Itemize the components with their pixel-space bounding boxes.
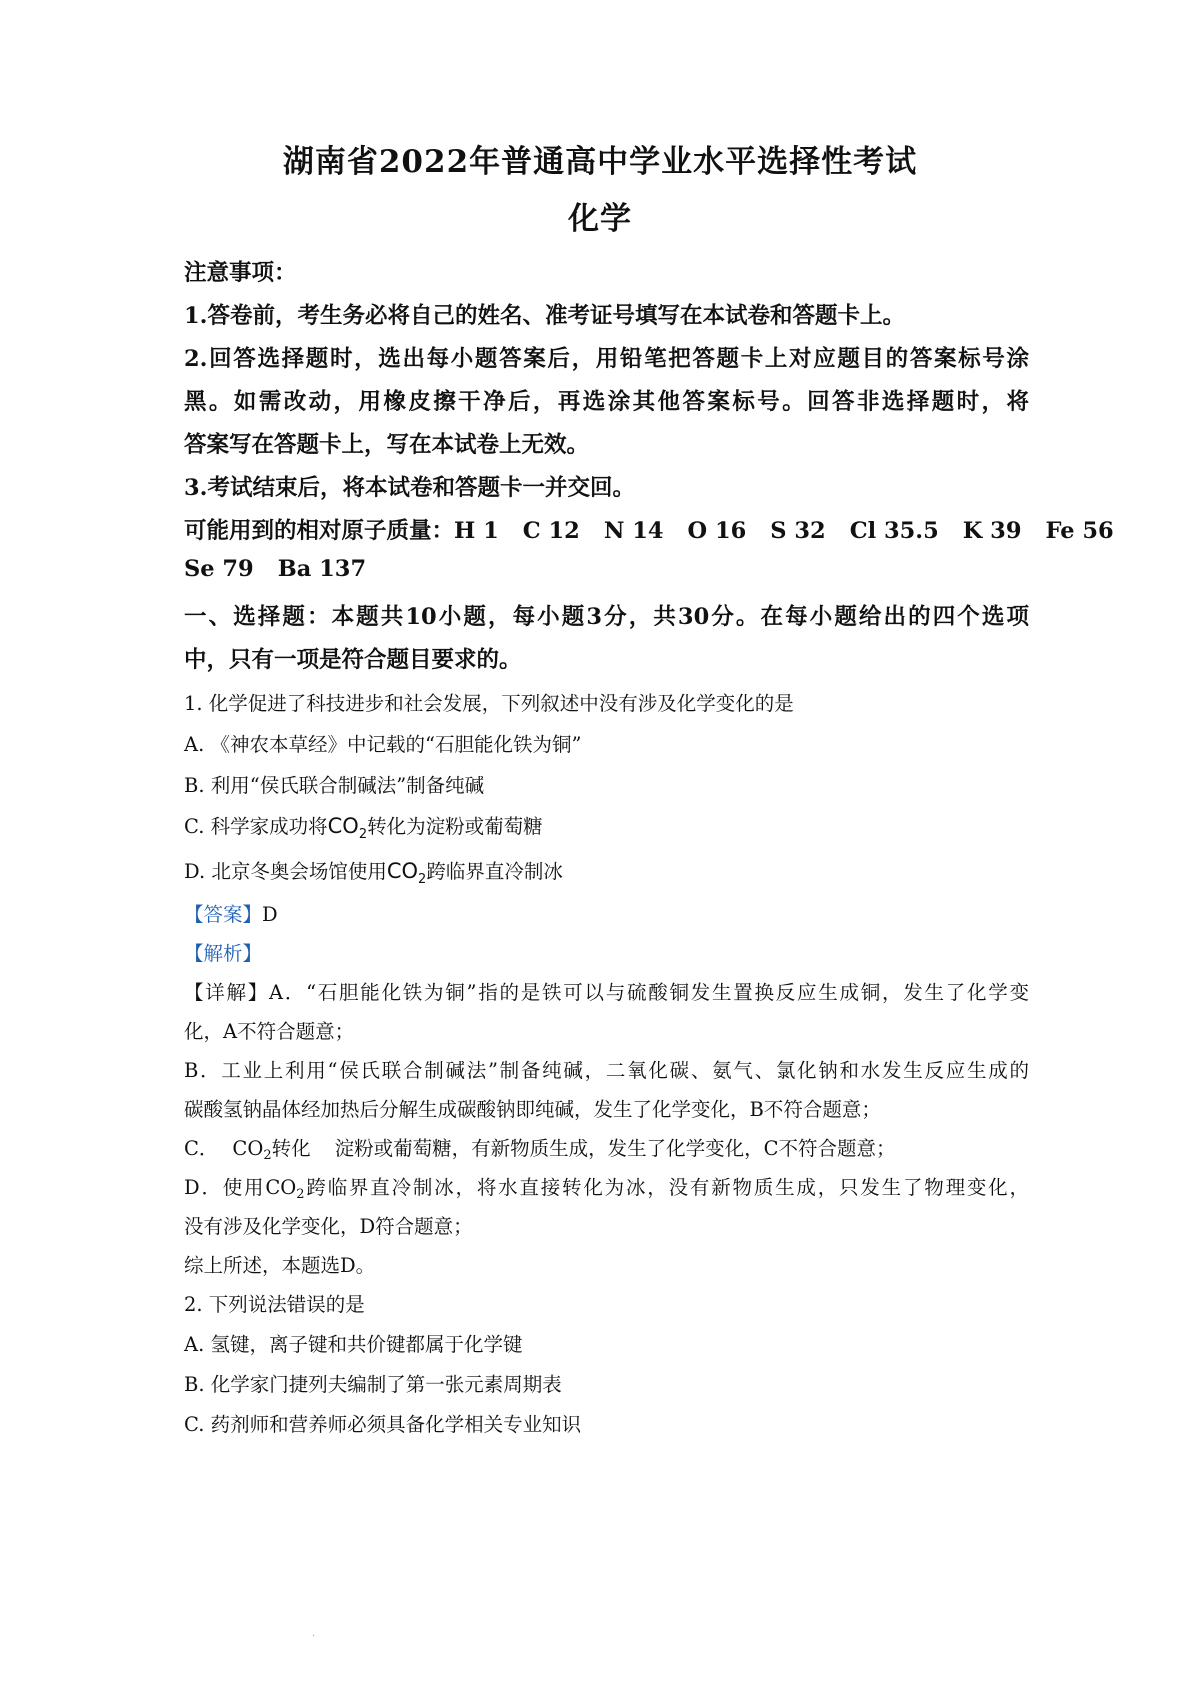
- question-2-option-b: B. 化学家门捷列夫编制了第一张元素周期表: [184, 1373, 562, 1396]
- notice-item-2-line-2: 黑。如需改动，用橡皮擦干净后，再选涂其他答案标号。回答非选择题时，将: [184, 389, 1029, 415]
- question-1-option-a: A. 《神农本草经》中记载的“石胆能化铁为铜”: [184, 733, 582, 756]
- question-1-option-d: D. 北京冬奥会场馆使用$CO_2$跨临界直冷制冰: [184, 859, 563, 887]
- co2-formula: $CO_2$: [386, 859, 427, 887]
- co2-formula: $CO_2$: [327, 814, 368, 842]
- detail-c: C． $CO_2$转化 淀粉或葡萄糖，有新物质生成，发生了化学变化，C不符合题意；: [184, 1137, 896, 1163]
- notice-item-2-line-1: 2.回答选择题时，选出每小题答案后，用铅笔把答题卡上对应题目的答案标号涂: [184, 346, 1029, 372]
- section-1-heading-line-2: 中，只有一项是符合题目要求的。: [184, 647, 522, 673]
- atomic-masses-line-2: [184, 556, 1029, 582]
- question-2-stem: 2. 下列说法错误的是: [184, 1293, 365, 1316]
- atomic-mass: H 1: [454, 518, 499, 544]
- question-2-option-c: C. 药剂师和营养师必须具备化学相关专业知识: [184, 1413, 582, 1436]
- question-1-stem: 1. 化学促进了科技进步和社会发展，下列叙述中没有涉及化学变化的是: [184, 692, 794, 715]
- atomic-mass: C 12: [522, 518, 580, 544]
- detail-a-line-2: 化，A不符合题意；: [184, 1020, 355, 1043]
- detail-b-line-2: 碳酸氢钠晶体经加热后分解生成碳酸钠即纯碱，发生了化学变化，B不符合题意；: [184, 1098, 881, 1121]
- analysis-tag: 【解析】: [184, 942, 263, 965]
- atomic-masses-label: 可能用到的相对原子质量：: [184, 518, 455, 544]
- atomic-mass: Ba 137: [277, 556, 367, 582]
- question-1-option-b: B. 利用“侯氏联合制碱法”制备纯碱: [184, 774, 485, 797]
- atomic-mass: S 32: [770, 518, 826, 544]
- section-1-heading-line-1: 一、选择题：本题共10小题，每小题3分，共30分。在每小题给出的四个选项: [184, 604, 1029, 630]
- atomic-mass: O 16: [687, 518, 747, 544]
- subject-title: 化学: [568, 201, 632, 237]
- notice-item-1: 1.答卷前，考生务必将自己的姓名、准考证号填写在本试卷和答题卡上。: [184, 303, 905, 329]
- atomic-mass: K 39: [962, 518, 1022, 544]
- atomic-mass: Fe 56: [1045, 518, 1114, 544]
- atomic-mass: Cl 35.5: [849, 518, 939, 544]
- atomic-masses-line-1: [184, 513, 1114, 545]
- atomic-mass: N 14: [603, 518, 664, 544]
- question-2-option-a: A. 氢键，离子键和共价键都属于化学键: [184, 1333, 523, 1356]
- exam-title: 湖南省2022年普通高中学业水平选择性考试: [282, 144, 918, 180]
- answer-tag: 【答案】: [184, 903, 263, 926]
- page-mark: .: [312, 1628, 316, 1639]
- co2-formula: $CO_2$: [265, 1176, 305, 1202]
- answer-value: D: [262, 903, 278, 926]
- detail-d-line-1: D．使用$CO_2$跨临界直冷制冰，将水直接转化为冰，没有新物质生成，只发生了物理变化，: [184, 1176, 1029, 1202]
- question-1-option-c: C. 科学家成功将$CO_2$转化为淀粉或葡萄糖: [184, 814, 543, 842]
- summary: 综上所述，本题选D。: [184, 1254, 376, 1277]
- co2-formula: $CO_2$: [232, 1137, 272, 1163]
- answer-line: [184, 899, 1029, 927]
- notice-item-3: 3.考试结束后，将本试卷和答题卡一并交回。: [184, 475, 635, 501]
- detail-d-line-2: 没有涉及化学变化，D符合题意；: [184, 1215, 473, 1238]
- detail-a-line-1: 【详解】A．“石胆能化铁为铜”指的是铁可以与硫酸铜发生置换反应生成铜，发生了化学变: [184, 981, 1029, 1004]
- atomic-mass: Se 79: [184, 556, 254, 582]
- detail-b-line-1: B．工业上利用“侯氏联合制碱法”制备纯碱，二氧化碳、氨气、氯化钠和水发生反应生成的: [184, 1059, 1029, 1082]
- notice-heading: 注意事项：: [184, 260, 297, 286]
- notice-item-2-line-3: 答案写在答题卡上，写在本试卷上无效。: [184, 432, 590, 458]
